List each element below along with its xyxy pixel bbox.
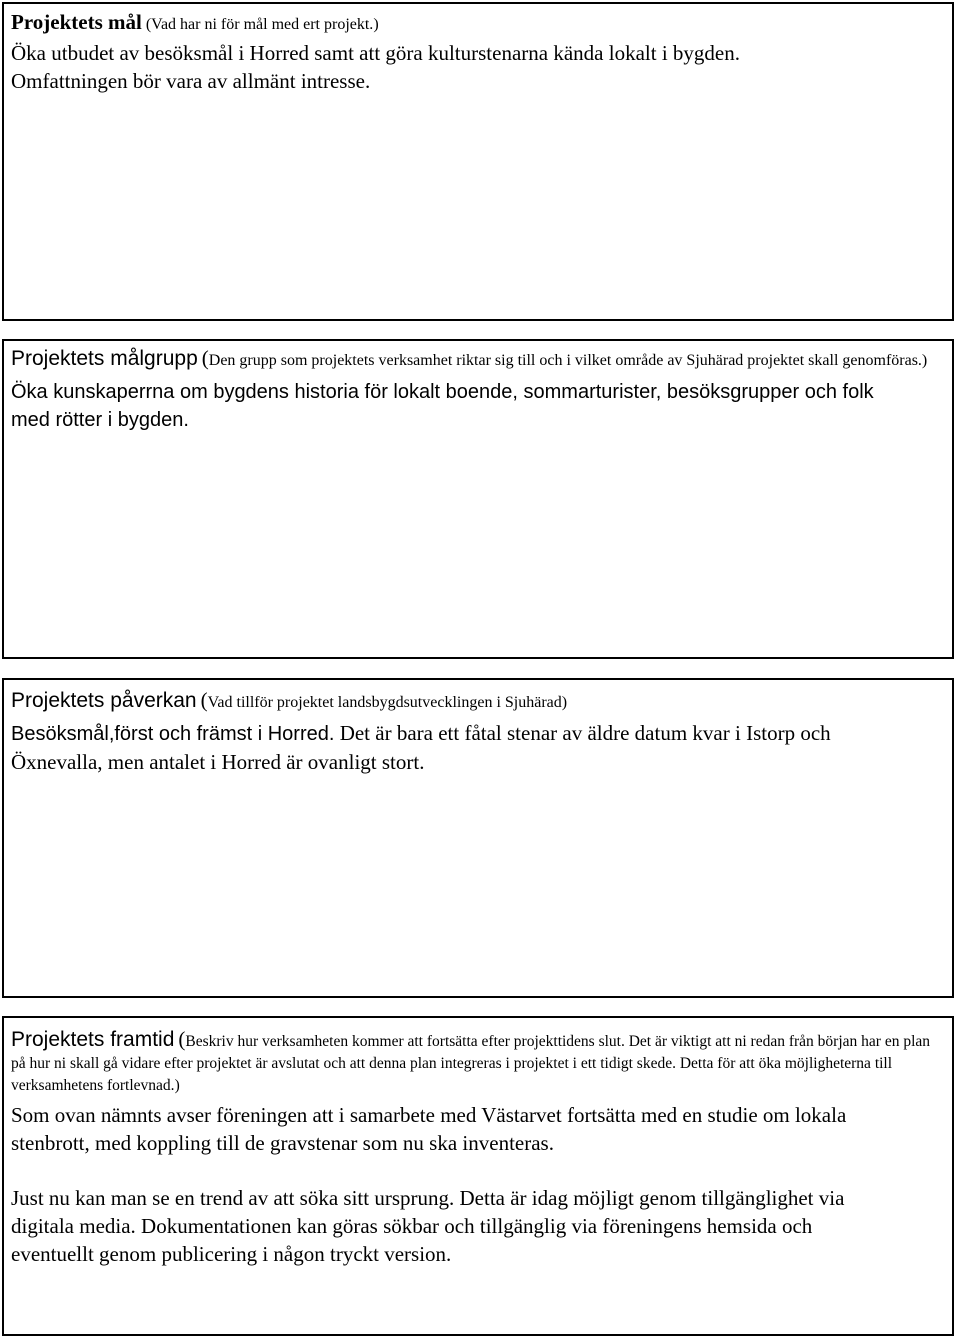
section-hint-open: (	[145, 16, 152, 33]
section-body-line: digitala media. Dokumentationen kan göras sökbar och tillgänglig via föreningens hemsida och	[11, 1214, 813, 1238]
section-heading: Projektets målgrupp	[11, 347, 198, 370]
section-paverkan-title	[11, 686, 946, 717]
section-heading: Projektets påverkan	[11, 689, 197, 712]
section-body-line: Som ovan nämnts avser föreningen att i samarbete med Västarvet fortsätta med en studie om lokala	[11, 1103, 847, 1127]
section-framtid	[2, 1016, 954, 1336]
section-hint-close: )	[921, 352, 928, 369]
section-body-line: Just nu kan man se en trend av att söka sitt ursprung. Detta är idag möjligt genom tillgänglighet via	[11, 1186, 845, 1210]
section-body-serif: Det är bara ett fåtal stenar av äldre datum kvar i Istorp och	[334, 721, 831, 745]
section-framtid-title	[11, 1028, 946, 1097]
section-mal-title	[11, 8, 946, 39]
section-hint: Den grupp som projektets verksamhet riktar sig till och i vilket område av Sjuhärad projektet skall genomföras.	[208, 352, 922, 369]
paragraph-gap	[11, 1157, 946, 1184]
section-body-line: Omfattningen bör vara av allmänt intresse.	[11, 69, 371, 93]
section-malgrupp-title	[11, 345, 946, 374]
section-body-line: Öxnevalla, men antalet i Horred är ovanligt stort.	[11, 750, 425, 774]
section-hint: Beskriv hur verksamheten kommer att fortsätta efter projekttidens slut. Det är viktigt att ni redan från början har en plan på hur ni skall gå vidare efter projektet är avslutat och att denna plan integreras i projektet i ett tidigt skede. Detta för att öka möjligheterna till verksamhetens fortlevnad.	[11, 1033, 931, 1094]
section-body-line: stenbrott, med koppling till de gravstenar som nu ska inventeras.	[11, 1131, 554, 1155]
section-hint: Vad tillför projektet landsbygdsutvecklingen i Sjuhärad	[207, 694, 562, 711]
section-body-line: Öka kunskaperrna om bygdens historia för lokalt boende, sommarturister, besöksgrupper och folk	[11, 381, 874, 403]
section-body-line	[11, 719, 946, 748]
section-hint-open: (	[200, 688, 208, 712]
section-hint-close: )	[174, 1077, 180, 1094]
section-heading: Projektets framtid	[11, 1028, 175, 1051]
section-hint-close: )	[373, 16, 379, 33]
section-malgrupp	[2, 339, 954, 659]
section-body-line: Öka utbudet av besöksmål i Horred samt att göra kulturstenarna kända lokalt i bygden.	[11, 41, 740, 65]
section-mal	[2, 2, 954, 321]
section-paverkan	[2, 678, 954, 998]
section-body-line: eventuellt genom publicering i någon tryckt version.	[11, 1242, 452, 1266]
section-hint-close: )	[561, 694, 568, 711]
section-heading: Projektets mål	[11, 10, 142, 34]
section-hint-open: (	[178, 1027, 186, 1051]
section-hint: Vad har ni för mål med ert projekt.	[151, 16, 374, 33]
section-body-line: med rötter i bygden.	[11, 409, 189, 431]
section-body-sans: Besöksmål,först och främst i Horred.	[11, 723, 335, 745]
section-hint-open: (	[201, 346, 209, 370]
